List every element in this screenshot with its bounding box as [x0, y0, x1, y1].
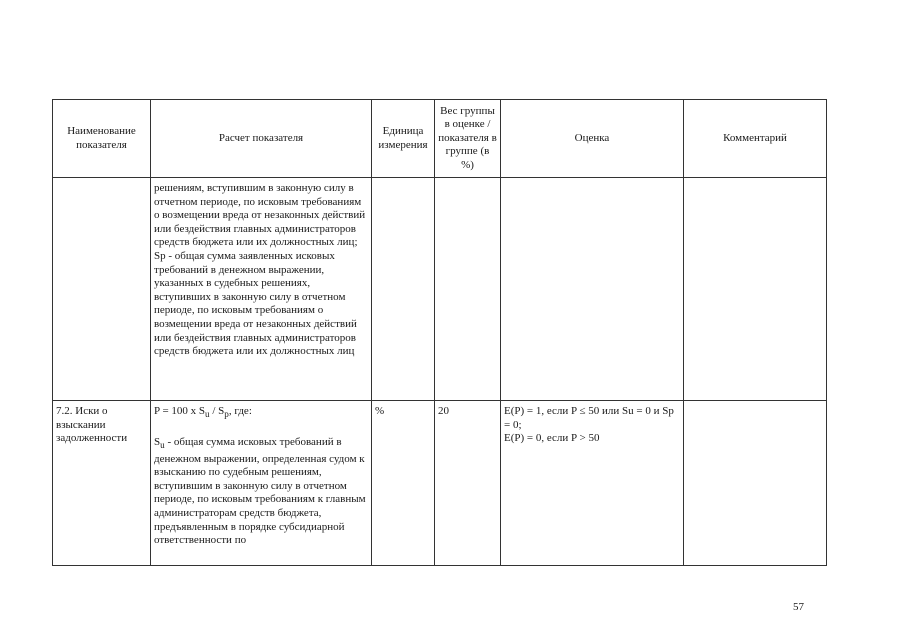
table-row-continuation: [53, 178, 827, 401]
header-calc: Расчет показателя: [151, 100, 372, 178]
cell-score-empty: [501, 178, 684, 401]
table-row-7-2: [53, 401, 827, 566]
header-weight: Вес группы в оценке / показателя в группе (в %): [435, 100, 501, 178]
cell-score-7-2: E(P) = 1, если P ≤ 50 или Su = 0 и Sp = 0; E(P) = 0, если P > 50: [501, 401, 684, 566]
cell-comment-7-2: [684, 401, 827, 566]
formula: P = 100 x $S_u / S_p$, где:: [154, 405, 252, 420]
cell-unit-empty: [372, 178, 435, 401]
header-unit: Единица измерения: [372, 100, 435, 178]
cell-comment-empty: [684, 178, 827, 401]
header-comment: Комментарий: [684, 100, 827, 178]
cell-name-7-2: 7.2. Иски о взыскании задолженности: [53, 401, 151, 566]
su-definition: $S_u$ - общая сумма исковых требований в денежном выражении, определенная судом к взысканию по судебным решениям, вступившим в законную силу в отчетном периоде, по исковым требованиям к главным администраторам средств бюджета, предъявленным в порядке субсидиарной ответственности по: [154, 435, 366, 547]
table-header-row: [53, 100, 827, 178]
cell-calc-continuation: решениям, вступившим в законную силу в отчетном периоде, по исковым требованиям о возмещении вреда от незаконных действий или бездействия главных администраторов средств бюджета или их должностных лиц; Sp - общая сумма заявленных исковых требований в денежном выражении, указанных в судебных решениях, вступивших в законную силу в отчетном периоде, по исковым требованиям о возмещении вреда от незаконных действий или бездействия главных администраторов средств бюджета или их должностных лиц: [151, 178, 372, 401]
cell-name-empty: [53, 178, 151, 401]
cell-weight-empty: [435, 178, 501, 401]
cell-weight-7-2: 20: [435, 401, 501, 566]
cell-unit-7-2: %: [372, 401, 435, 566]
cell-calc-7-2: [151, 401, 372, 566]
evaluation-table: [52, 99, 827, 566]
header-score: Оценка: [501, 100, 684, 178]
header-name: Наименование показателя: [53, 100, 151, 178]
page-number: 57: [793, 601, 804, 613]
